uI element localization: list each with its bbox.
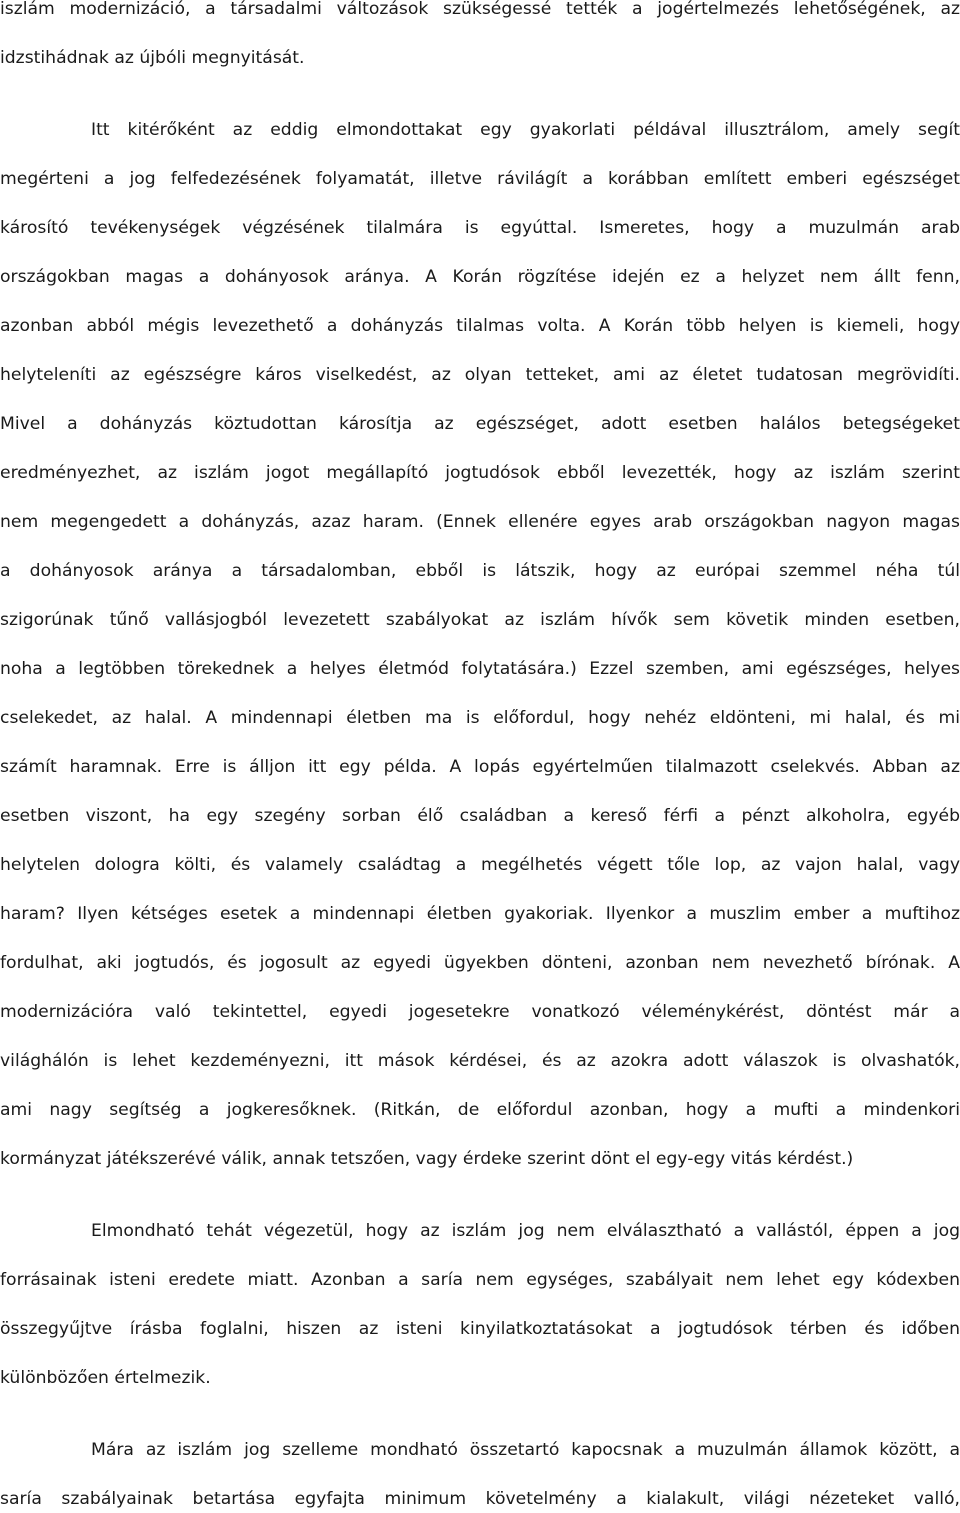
text-line: helyteleníti az egészségre káros viselkedést, az olyan tetteket, ami az életet tudatosan megrövidíti. <box>0 365 960 385</box>
text-line: Mivel a dohányzás köztudottan károsítja az egészséget, adott esetben halálos betegségeket <box>0 414 960 434</box>
text-line: megérteni a jog felfedezésének folyamatát, illetve rávilágít a korábban említett emberi egészséget <box>0 169 960 189</box>
text-line: számít haramnak. Erre is álljon itt egy példa. A lopás egyértelműen tilalmazott cselekvés. Abban az <box>0 757 960 777</box>
text-line: forrásainak isteni eredete miatt. Azonban a saría nem egységes, szabályait nem lehet egy kódexben <box>0 1270 960 1290</box>
text-line: összegyűjtve írásba foglalni, hiszen az isteni kinyilatkoztatásokat a jogtudósok térben és időben <box>0 1319 960 1339</box>
text-line: Mára az iszlám jog szelleme mondható összetartó kapocsnak a muzulmán államok között, a <box>91 1440 960 1460</box>
text-line: saría szabályainak betartása egyfajta minimum követelmény a kialakult, világi nézeteket valló, <box>0 1489 960 1509</box>
text-line: fordulhat, aki jogtudós, és jogosult az egyedi ügyekben dönteni, azonban nem nevezhető bírónak. A <box>0 953 960 973</box>
text-line: helytelen dologra költi, és valamely családtag a megélhetés végett tőle lop, az vajon halal, vagy <box>0 855 960 875</box>
text-line: Elmondható tehát végezetül, hogy az iszlám jog nem elválasztható a vallástól, éppen a jog <box>91 1221 960 1241</box>
text-line: szigorúnak tűnő vallásjogból levezetett szabályokat az iszlám hívők sem követik minden esetben, <box>0 610 960 630</box>
text-line: károsító tevékenységek végzésének tilalmára is egyúttal. Ismeretes, hogy a muzulmán arab <box>0 218 960 238</box>
text-line: világhálón is lehet kezdeményezni, itt mások kérdései, és az azokra adott válaszok is olvashatók, <box>0 1051 960 1071</box>
text-line: országokban magas a dohányosok aránya. A Korán rögzítése idején ez a helyzet nem állt fenn, <box>0 267 960 287</box>
text-line: ami nagy segítség a jogkeresőknek. (Ritkán, de előfordul azonban, hogy a mufti a mindenkori <box>0 1100 960 1120</box>
text-line: a dohányosok aránya a társadalomban, ebből is látszik, hogy az európai szemmel néha túl <box>0 561 960 581</box>
text-line: különbözően értelmezik. <box>0 1368 211 1388</box>
text-line: iszlám modernizáció, a társadalmi változások szükségessé tették a jogértelmezés lehetőségének, az <box>0 0 960 19</box>
text-line: modernizációra való tekintettel, egyedi jogesetekre vonatkozó véleménykérést, döntést már a <box>0 1002 960 1022</box>
text-line: Itt kitérőként az eddig elmondottakat egy gyakorlati példával illusztrálom, amely segít <box>91 120 960 140</box>
text-line: kormányzat játékszerévé válik, annak tetszően, vagy érdeke szerint dönt el egy-egy vitás kérdést.) <box>0 1149 854 1169</box>
text-line: haram? Ilyen kétséges esetek a mindennapi életben gyakoriak. Ilyenkor a muszlim ember a muftihoz <box>0 904 960 924</box>
text-line: cselekedet, az halal. A mindennapi életben ma is előfordul, hogy nehéz eldönteni, mi halal, és mi <box>0 708 960 728</box>
text-line: esetben viszont, ha egy szegény sorban élő családban a kereső férfi a pénzt alkoholra, egyéb <box>0 806 960 826</box>
text-line: nem megengedett a dohányzás, azaz haram. (Ennek ellenére egyes arab országokban nagyon magas <box>0 512 960 532</box>
text-line: azonban abból mégis levezethető a dohányzás tilalmas volta. A Korán több helyen is kiemeli, hogy <box>0 316 960 336</box>
text-line: noha a legtöbben törekednek a helyes életmód folytatására.) Ezzel szemben, ami egészséges, helyes <box>0 659 960 679</box>
text-line: eredményezhet, az iszlám jogot megállapító jogtudósok ebből levezették, hogy az iszlám szerint <box>0 463 960 483</box>
text-line: idzstihádnak az újbóli megnyitását. <box>0 48 305 68</box>
